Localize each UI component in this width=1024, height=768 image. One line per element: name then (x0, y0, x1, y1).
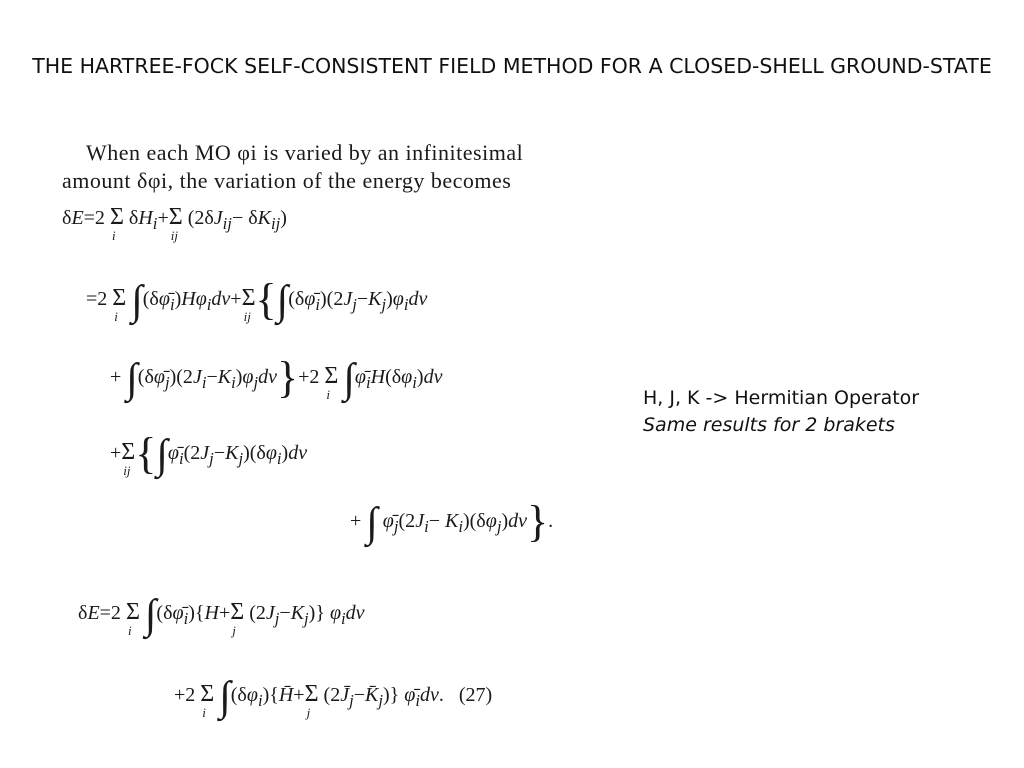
equation-line-4: +Σ ij {$\int\varphī_i(2J_j-K_j)(\delta\varphi_i)dv$ (110, 429, 308, 478)
equation-line-1: δE=2 Σ i $\delta H_i+\Sigma$ ij $(2\delta J_{ij}- \delta K_{ij})$ (62, 204, 287, 243)
equation-line-7: +2 Σ i $\int(\delta\varphi_i)\{H̄+\Sigma$ j $(2J̄_j-K̄_j)$} $\varphī_idv$. (27) (174, 674, 493, 720)
equation-line-6: δE=2 Σ i $\int(\delta\varphī_i)\{H+\Sigma$ j $(2J_j-K_j)$} $\varphi_idv$ (78, 592, 365, 638)
equation-number: (27) (458, 684, 493, 706)
side-note (643, 385, 919, 439)
intro-text-line-2: amount δφi, the variation of the energy becomes (62, 168, 512, 193)
slide-title: THE HARTREE-FOCK SELF-CONSISTENT FIELD METHOD FOR A CLOSED-SHELL GROUND-STATE (32, 54, 992, 78)
side-note-line-2: Same results for 2 brakets (643, 414, 895, 436)
intro-text-line-1: When each MO φi is varied by an infinitesimal (86, 140, 524, 165)
equation-line-5: + ∫ $\varphī_j(2J_i- K_i)(\delta\varphi_j)dv$}. (350, 497, 554, 546)
side-note-line-1: H, J, K -> Hermitian Operator (643, 387, 920, 409)
equation-line-3: + $\int(\delta\varphī_j)(2J_i-K_i)\varphi_jdv\}+2$ Σ i $\int\varphī_iH(\delta\varphi_i)dv$ (110, 353, 443, 402)
scanned-equation-image (58, 132, 638, 752)
equation-line-2: =2 Σ i $\int(\delta\varphī_i)H\varphi_idv+\Sigma$ ij {$\int(\delta\varphī_i)(2J_j-K_j)\varphi_idv$ (86, 275, 428, 324)
